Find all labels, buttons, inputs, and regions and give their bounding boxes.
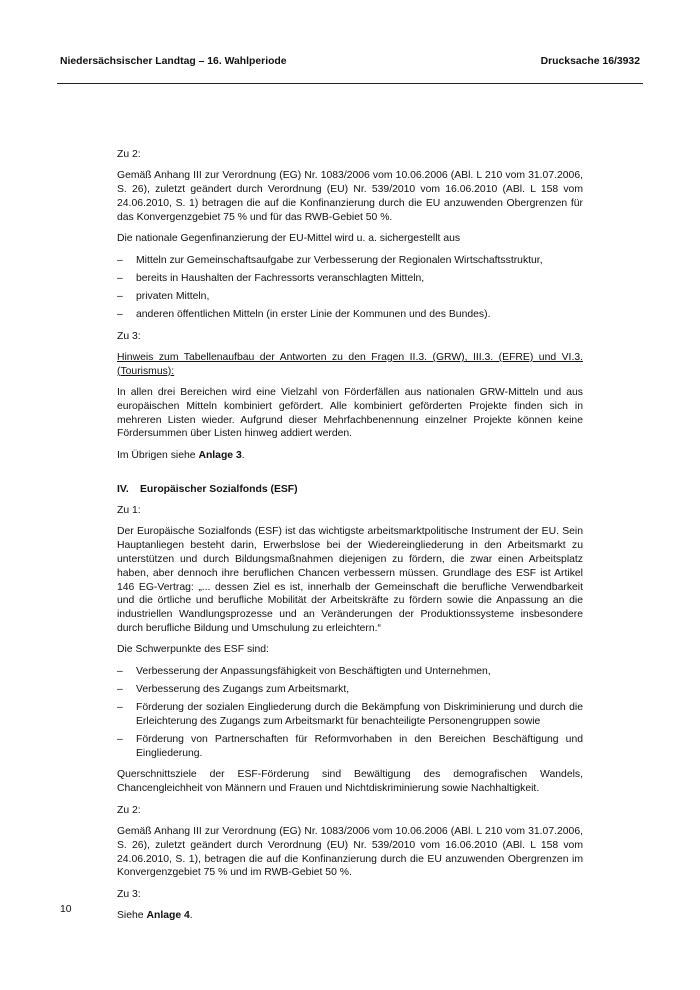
section-number: IV. (117, 483, 129, 495)
paragraph-querschnittsziele: Querschnittsziele der ESF-Förderung sind Bewältigung des demografischen Wandels, Chancengleichheit von Männern und Frauen und Nichtdiskriminierung sowie Nachhaltigkeit. (117, 769, 583, 795)
list-item-text: privaten Mitteln, (136, 290, 210, 302)
reference-period: . (189, 910, 193, 922)
subheading-zu3-esf: Zu 3: (117, 888, 141, 900)
list-item (117, 701, 583, 729)
header-title: Niedersächsischer Landtag – 16. Wahlperiode (60, 56, 287, 67)
list-item (117, 290, 583, 304)
section-heading-esf (117, 483, 583, 497)
header-rule (57, 83, 643, 84)
paragraph-obergrenzen-esf: Gemäß Anhang III zur Verordnung (EG) Nr. 1083/2006 vom 10.06.2006 (ABl. L 210 vom 31.07.2006, S. 26), zuletzt geändert durch Verordnung (EU) Nr. 539/2010 vom 16.06.2010 (ABl. L 158 vom 24.06.2010, S. 1), betragen die auf die Konfinanzierung durch die EU anzuwenden Obergrenzen im Konvergenzgebiet 75 % und im RWB-Gebiet 50 %. (117, 825, 583, 879)
subheading-zu3: Zu 3: (117, 330, 141, 342)
list-item (117, 733, 583, 761)
list-item-text: Förderung der sozialen Eingliederung durch die Bekämpfung von Diskriminierung und durch die Erleichterung des Zugangs zum Arbeitsmarkt für benachteiligte Personengruppen sowie (136, 702, 583, 727)
list-item (117, 308, 583, 322)
subheading-zu2: Zu 2: (117, 149, 141, 160)
section-title: Europäischer Sozialfonds (ESF) (140, 483, 298, 495)
reference-prefix: Siehe (117, 910, 147, 922)
anlage3-link: Anlage 3 (198, 449, 242, 461)
reference-period: . (241, 449, 245, 461)
subheading-zu2-esf: Zu 2: (117, 804, 141, 816)
list-item-text: bereits in Haushalten der Fachressorts veranschlagten Mitteln, (136, 272, 425, 284)
dash-bullet: – (117, 665, 123, 677)
list-item-text: Verbesserung der Anpassungsfähigkeit von Beschäftigten und Unternehmen, (136, 665, 491, 677)
paragraph-anlage4-reference (117, 909, 583, 923)
paragraph-esf-intro: Der Europäische Sozialfonds (ESF) ist das wichtigste arbeitsmarktpolitische Instrument der EU. Sein Hauptanliegen besteht darin, Erwerbslose bei der Wiedereingliederung in den Arbeitsmarkt zu unterstützen und durch Bildungsmaßnahmen diejenigen zu fördern, die zwar einen Arbeitsplatz haben, aber dennoch ihre beruflichen Chancen verbessern müssen. Grundlage des ESF ist Artikel 146 EG-Vertrag: „... dessen Ziel es ist, innerhalb der Gemeinschaft die berufliche Verwendbarkeit und die örtliche und berufliche Mobilität der Arbeitskräfte zu fördern sowie die Anpassung an die industriellen Wandlungsprozesse und an Veränderungen der Produktionssysteme insbesondere durch berufliche Bildung und Umschulung zu erleichtern.“ (117, 526, 583, 635)
paragraph-obergrenzen: Gemäß Anhang III zur Verordnung (EG) Nr. 1083/2006 vom 10.06.2006 (ABl. L 210 vom 31.07.2006, S. 26), zuletzt geändert durch Verordnung (EU) Nr. 539/2010 vom 16.06.2010 (ABl. L 158 vom 24.06.2010, S. 1) betragen die auf die Konfinanzierung durch die EU anzuwenden Obergrenzen für das Konvergenzgebiet 75 % und für das RWB-Gebiet 50 %. (117, 170, 583, 223)
list-item (117, 683, 583, 697)
paragraph-schwerpunkte: Die Schwerpunkte des ESF sind: (117, 644, 269, 656)
page-number: 10 (60, 904, 72, 915)
hinweis-text: Hinweis zum Tabellenaufbau der Antworten zu den Fragen II.3. (GRW), III.3. (EFRE) und VI.3. (Tourismus): (117, 351, 583, 377)
paragraph-anlage3-reference (117, 449, 583, 463)
list-item-text: Förderung von Partnerschaften für Reformvorhaben in den Bereichen Beschäftigung und Eingliederung. (136, 734, 583, 759)
list-mittel (117, 254, 583, 322)
dash-bullet: – (117, 290, 123, 302)
dash-bullet: – (117, 684, 123, 695)
list-item (117, 254, 583, 268)
list-item-text: Mitteln zur Gemeinschaftsaufgabe zur Verbesserung der Regionalen Wirtschaftsstruktur, (136, 254, 543, 266)
dash-bullet: – (117, 309, 123, 321)
dash-bullet: – (117, 702, 123, 714)
subheading-zu1: Zu 1: (117, 505, 141, 517)
hinweis-tabellenaufbau (117, 351, 583, 379)
anlage4-link: Anlage 4 (146, 910, 190, 922)
list-item-text: anderen öffentlichen Mitteln (in erster Linie der Kommunen und des Bundes). (136, 309, 491, 321)
reference-prefix: Im Übrigen siehe (117, 449, 199, 461)
main-content (117, 148, 583, 931)
dash-bullet: – (117, 254, 123, 266)
header-document-number: Drucksache 16/3932 (540, 56, 640, 67)
list-item (117, 272, 583, 286)
list-item (117, 665, 583, 679)
paragraph-bereiche: In allen drei Bereichen wird eine Vielzahl von Förderfällen aus nationalen GRW-Mitteln und aus europäischen Mitteln kombiniert gefördert. Alle kombiniert geförderten Projekte finden sich in mehreren Listen wieder. Aufgrund dieser Mehrfachbenennung einzelner Projekte können keine Fördersummen über Listen hinweg addiert werden. (117, 387, 583, 440)
dash-bullet: – (117, 272, 123, 284)
paragraph-gegenfinanzierung: Die nationale Gegenfinanzierung der EU-Mittel wird u. a. sichergestellt aus (117, 233, 461, 245)
list-schwerpunkte (117, 665, 583, 761)
list-item-text: Verbesserung des Zugangs zum Arbeitsmarkt, (136, 684, 350, 695)
page-header (60, 55, 640, 68)
dash-bullet: – (117, 734, 123, 746)
